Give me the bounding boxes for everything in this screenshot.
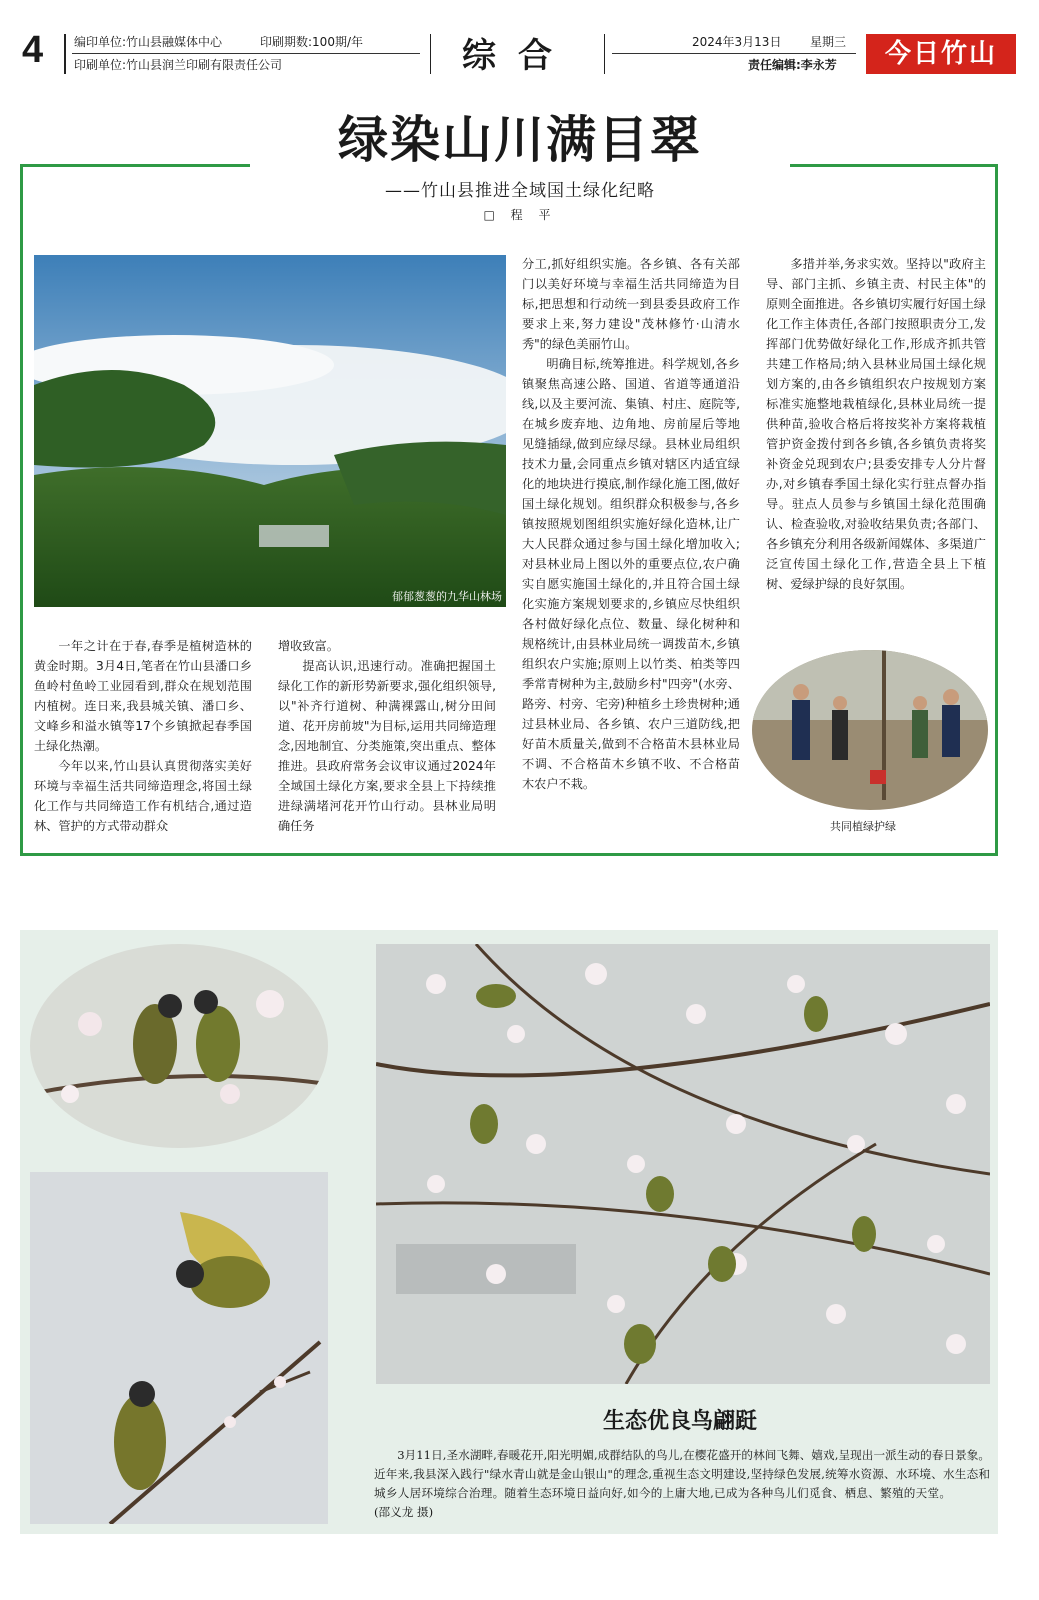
article-subtitle: ——竹山县推进全域国土绿化纪略: [385, 181, 655, 201]
article-title: 绿染山川满目翠: [338, 111, 702, 169]
print-unit: 印刷单位:竹山县润兰印刷有限责任公司: [74, 58, 283, 72]
photo-caption: 郁郁葱葱的九华山林场: [392, 590, 502, 603]
issue-date: 2024年3月13日: [692, 35, 782, 49]
birds-flying-photo: [30, 1172, 328, 1524]
header-rule: [612, 53, 856, 54]
feature-paragraph: 3月11日,圣水湖畔,春暖花开,阳光明媚,成群结队的鸟儿,在樱花盛开的林间飞舞、嬉戏,呈现出一派生动的春日景象。近年来,我县深入践行"绿水青山就是金山银山"的理念,重视生态文明建设,坚持绿色发展,统筹水资源、水环境、水生态和城乡人居环境综合治理。随着生态环境日益向好,如今的上庸大地,已成为各种鸟儿们觅食、栖息、繁殖的天堂。: [374, 1448, 990, 1500]
tree-planting-photo: [752, 650, 988, 810]
photo-feature-title: 生态优良鸟翩跹: [602, 1408, 757, 1434]
paragraph: 分工,抓好组织实施。各乡镇、各有关部门以美好环境与幸福生活共同缔造为目标,把思想和行动统一到县委县政府工作要求上来,努力建设"茂林修竹·山清水秀"的绿色美丽竹山。: [522, 257, 740, 351]
article-column-1: [34, 636, 252, 836]
paragraph: 明确目标,统筹推进。科学规划,各乡镇聚焦高速公路、国道、省道等通道沿线,以及主要河流、集镇、村庄、庭院等,在城乡废弃地、边角地、房前屋后等地见缝插绿,做到应绿尽绿。县林业局组织技术力量,会同重点乡镇对辖区内适宜绿化的地块进行摸底,制作绿化施工图,做好国土绿化规划。组织群众积极参与,各乡镇按照规划图组织实施好绿化造林,让广大人民群众通过参与国土绿化增加收入;对县林业局上图以外的重要点位,农户确实自愿实施国土绿化的,并且符合国土绿化实施方案规划要求的,乡镇应尽快组织各村做好绿化点位、数量、绿化树种和规格统计,由县林业局统一调拨苗木,乡镇组织农户实施;原则上以竹类、柏类等四季常青树种为主,鼓励乡村"四旁"(水旁、路旁、村旁、宅旁)种植乡土珍贵树种;通过县林业局、各乡镇、农户三道防线,把好苗木质量关,做到不合格苗木县林业局不调、不合格苗木乡镇不收、不合格苗木农户不栽。: [522, 357, 740, 791]
header-rule: [72, 53, 420, 54]
blossom-birds-photo: [376, 944, 990, 1384]
landscape-photo: [34, 255, 506, 607]
paragraph: 一年之计在于春,春季是植树造林的黄金时期。3月4日,笔者在竹山县潘口乡鱼岭村鱼岭工业园看到,群众在规划范围内植树。连日来,我县城关镇、潘口乡、文峰乡和溢水镇等17个乡镇掀起春季国土绿化热潮。: [34, 639, 252, 753]
issue-count: 印刷期数:100期/年: [260, 35, 363, 49]
paragraph: 增收致富。: [278, 639, 339, 653]
section-title: 综合: [462, 36, 574, 76]
photo-caption: 共同植绿护绿: [830, 820, 896, 833]
paragraph: 提高认识,迅速行动。准确把握国土绿化工作的新形势新要求,强化组织领导,以"补齐行道树、种满裸露山,树分田间道、花开房前坡"为目标,运用共同缔造理念,因地制宜、分类施策,突出重点、整体推进。县政府常务会议审议通过2024年全域国土绿化方案,要求全县上下持续推进绿满堵河花开竹山行动。县林业局明确任务: [278, 659, 496, 833]
paragraph: 今年以来,竹山县认真贯彻落实美好环境与幸福生活共同缔造理念,将国土绿化工作与共同缔造工作有机结合,通过造林、管护的方式带动群众: [34, 759, 252, 833]
photo-credit: (邵义龙 摄): [374, 1505, 434, 1519]
editor-unit: 编印单位:竹山县融媒体中心: [74, 35, 223, 49]
header-divider: [604, 34, 605, 74]
newspaper-logo: 今日竹山: [866, 34, 1016, 74]
byline: □ 程 平: [483, 208, 557, 222]
photo-feature-text: [374, 1446, 990, 1522]
photo-caption-text: [392, 589, 502, 603]
bird-pair-photo: [30, 944, 328, 1148]
paragraph: 多措并举,务求实效。坚持以"政府主导、部门主抓、乡镇主责、村民主体"的原则全面推进。各乡镇切实履行好国土绿化工作主体责任,各部门按照职责分工,发挥部门优势做好绿化工作,形成齐抓共管共建工作格局;纳入县林业局国土绿化规划方案的,由各乡镇组织农户按规划方案标准实施整地栽植绿化,县林业局统一提供种苗,验收合格后将按奖补方案将栽植管护资金拨付到各乡镇,各乡镇负责将奖补资金兑现到农户;县委安排专人分片督办,对乡镇春季国土绿化实行驻点督办指导。驻点人员参与乡镇国土绿化范围确认、检查验收,对验收结果负责;各部门、各乡镇充分利用各级新闻媒体、多渠道广泛宣传国土绿化工作,营造全县上下植树、爱绿护绿的良好氛围。: [766, 257, 986, 591]
responsible-editor: 责任编辑:李永芳: [748, 58, 837, 72]
header-divider: [64, 34, 66, 74]
header-divider: [430, 34, 431, 74]
article-column-4: [766, 254, 986, 594]
issue-weekday: 星期三: [810, 35, 847, 49]
article-column-2: [278, 636, 496, 836]
page-number: 4: [22, 29, 44, 71]
article-column-3: [522, 254, 740, 794]
